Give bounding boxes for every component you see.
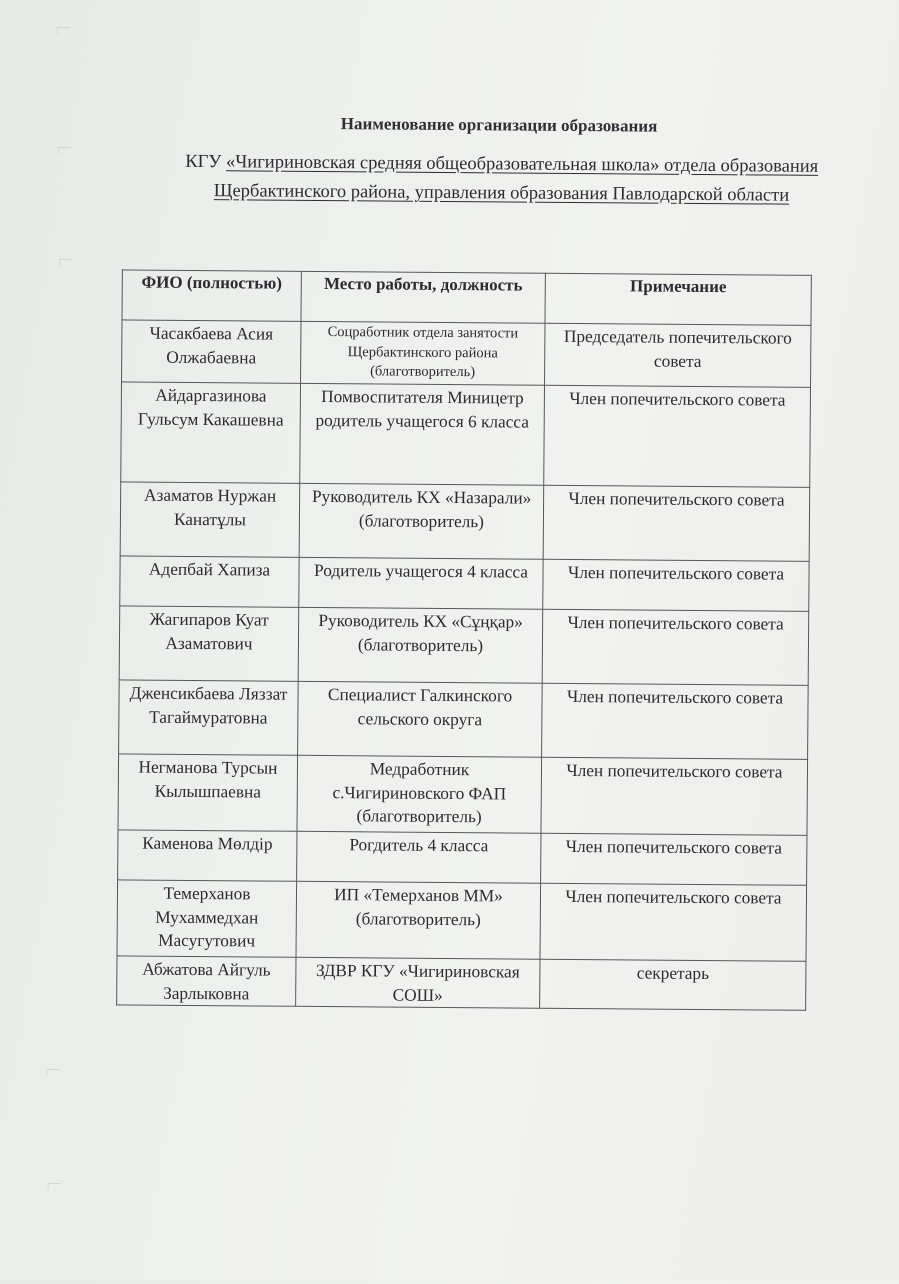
member-name: Дженсикбаева Ляззат Тагаймуратовна xyxy=(119,680,299,755)
paper-mark xyxy=(47,1069,60,1076)
member-note: Член попечительского совета xyxy=(543,485,810,561)
member-workplace: Руководитель КХ «Сұңқар» (благотворитель) xyxy=(298,607,543,683)
organization-prefix: КГУ xyxy=(185,151,227,173)
member-workplace: Медработник с.Чигириновского ФАП (благотворитель) xyxy=(297,755,542,833)
header-workplace: Место работы, должность xyxy=(301,271,545,323)
member-name: Азаматов Нуржан Канатұлы xyxy=(120,482,300,557)
member-note: Член попечительского совета xyxy=(541,833,807,885)
table-row xyxy=(120,556,809,611)
table-header-row xyxy=(122,270,811,325)
table-row xyxy=(120,482,810,561)
member-workplace: Руководитель КХ «Назарали» (благотворитель) xyxy=(299,483,544,559)
member-name: Каменова Мөлдір xyxy=(118,830,297,881)
member-note: Член попечительского совета xyxy=(542,609,809,685)
table-row xyxy=(118,754,808,835)
paper-mark xyxy=(58,147,71,154)
member-workplace: Родитель учащегося 4 класса xyxy=(299,557,543,609)
member-workplace: Помвоспитателя Миницетр родитель учащегося 6 класса xyxy=(300,383,545,485)
document-heading: Наименование организации образования xyxy=(340,114,658,136)
organization-title xyxy=(121,147,881,211)
paper-mark xyxy=(59,259,72,266)
table-row xyxy=(118,830,807,885)
member-note: Член попечительского совета xyxy=(542,683,809,759)
table-row xyxy=(119,680,809,759)
member-name: Негманова Турсын Кылышпаевна xyxy=(118,754,298,831)
member-name: Часакбаева Асия Олжабаевна xyxy=(122,320,301,383)
paper-mark xyxy=(48,1183,61,1190)
member-name: Адепбай Хапиза xyxy=(120,556,299,607)
header-name: ФИО (полностью) xyxy=(122,270,301,321)
board-members-table xyxy=(116,269,812,1010)
member-note: Член попечительского совета xyxy=(540,883,807,961)
paper-mark xyxy=(57,27,70,34)
table-row xyxy=(122,320,811,387)
member-workplace: ИП «Темерханов ММ» (благотворитель) xyxy=(296,881,541,959)
member-note: Председатель попечительского совета xyxy=(545,323,811,387)
organization-name: «Чигириновская средняя общеобразовательная школа» отдела образования Щербактинского района, управления образования Павлодарской области xyxy=(213,152,819,206)
header-note: Примечание xyxy=(545,273,811,325)
member-name: Айдаргазинова Гульсум Какашевна xyxy=(121,382,301,483)
member-workplace: Соцработник отдела занятости Щербактинского района (благотворитель) xyxy=(301,321,545,385)
member-note: секретарь xyxy=(540,959,806,1010)
member-name: Темерханов Мухаммедхан Масугутович xyxy=(117,880,297,957)
table-row xyxy=(121,382,811,487)
table-row xyxy=(117,956,806,1010)
member-workplace: Рогдитель 4 класса xyxy=(297,831,541,883)
table-row xyxy=(119,606,809,685)
member-name: Жагипаров Куат Азаматович xyxy=(119,606,299,681)
member-note: Член попечительского совета xyxy=(541,757,808,835)
member-name: Абжатова Айгуль Зарлыковна xyxy=(117,956,296,1006)
table-row xyxy=(117,880,807,961)
member-note: Член попечительского совета xyxy=(543,559,809,611)
member-workplace: ЗДВР КГУ «Чигириновская СОШ» xyxy=(296,957,540,1008)
member-workplace: Специалист Галкинского сельского округа xyxy=(298,681,543,757)
member-note: Член попечительского совета xyxy=(544,385,811,487)
